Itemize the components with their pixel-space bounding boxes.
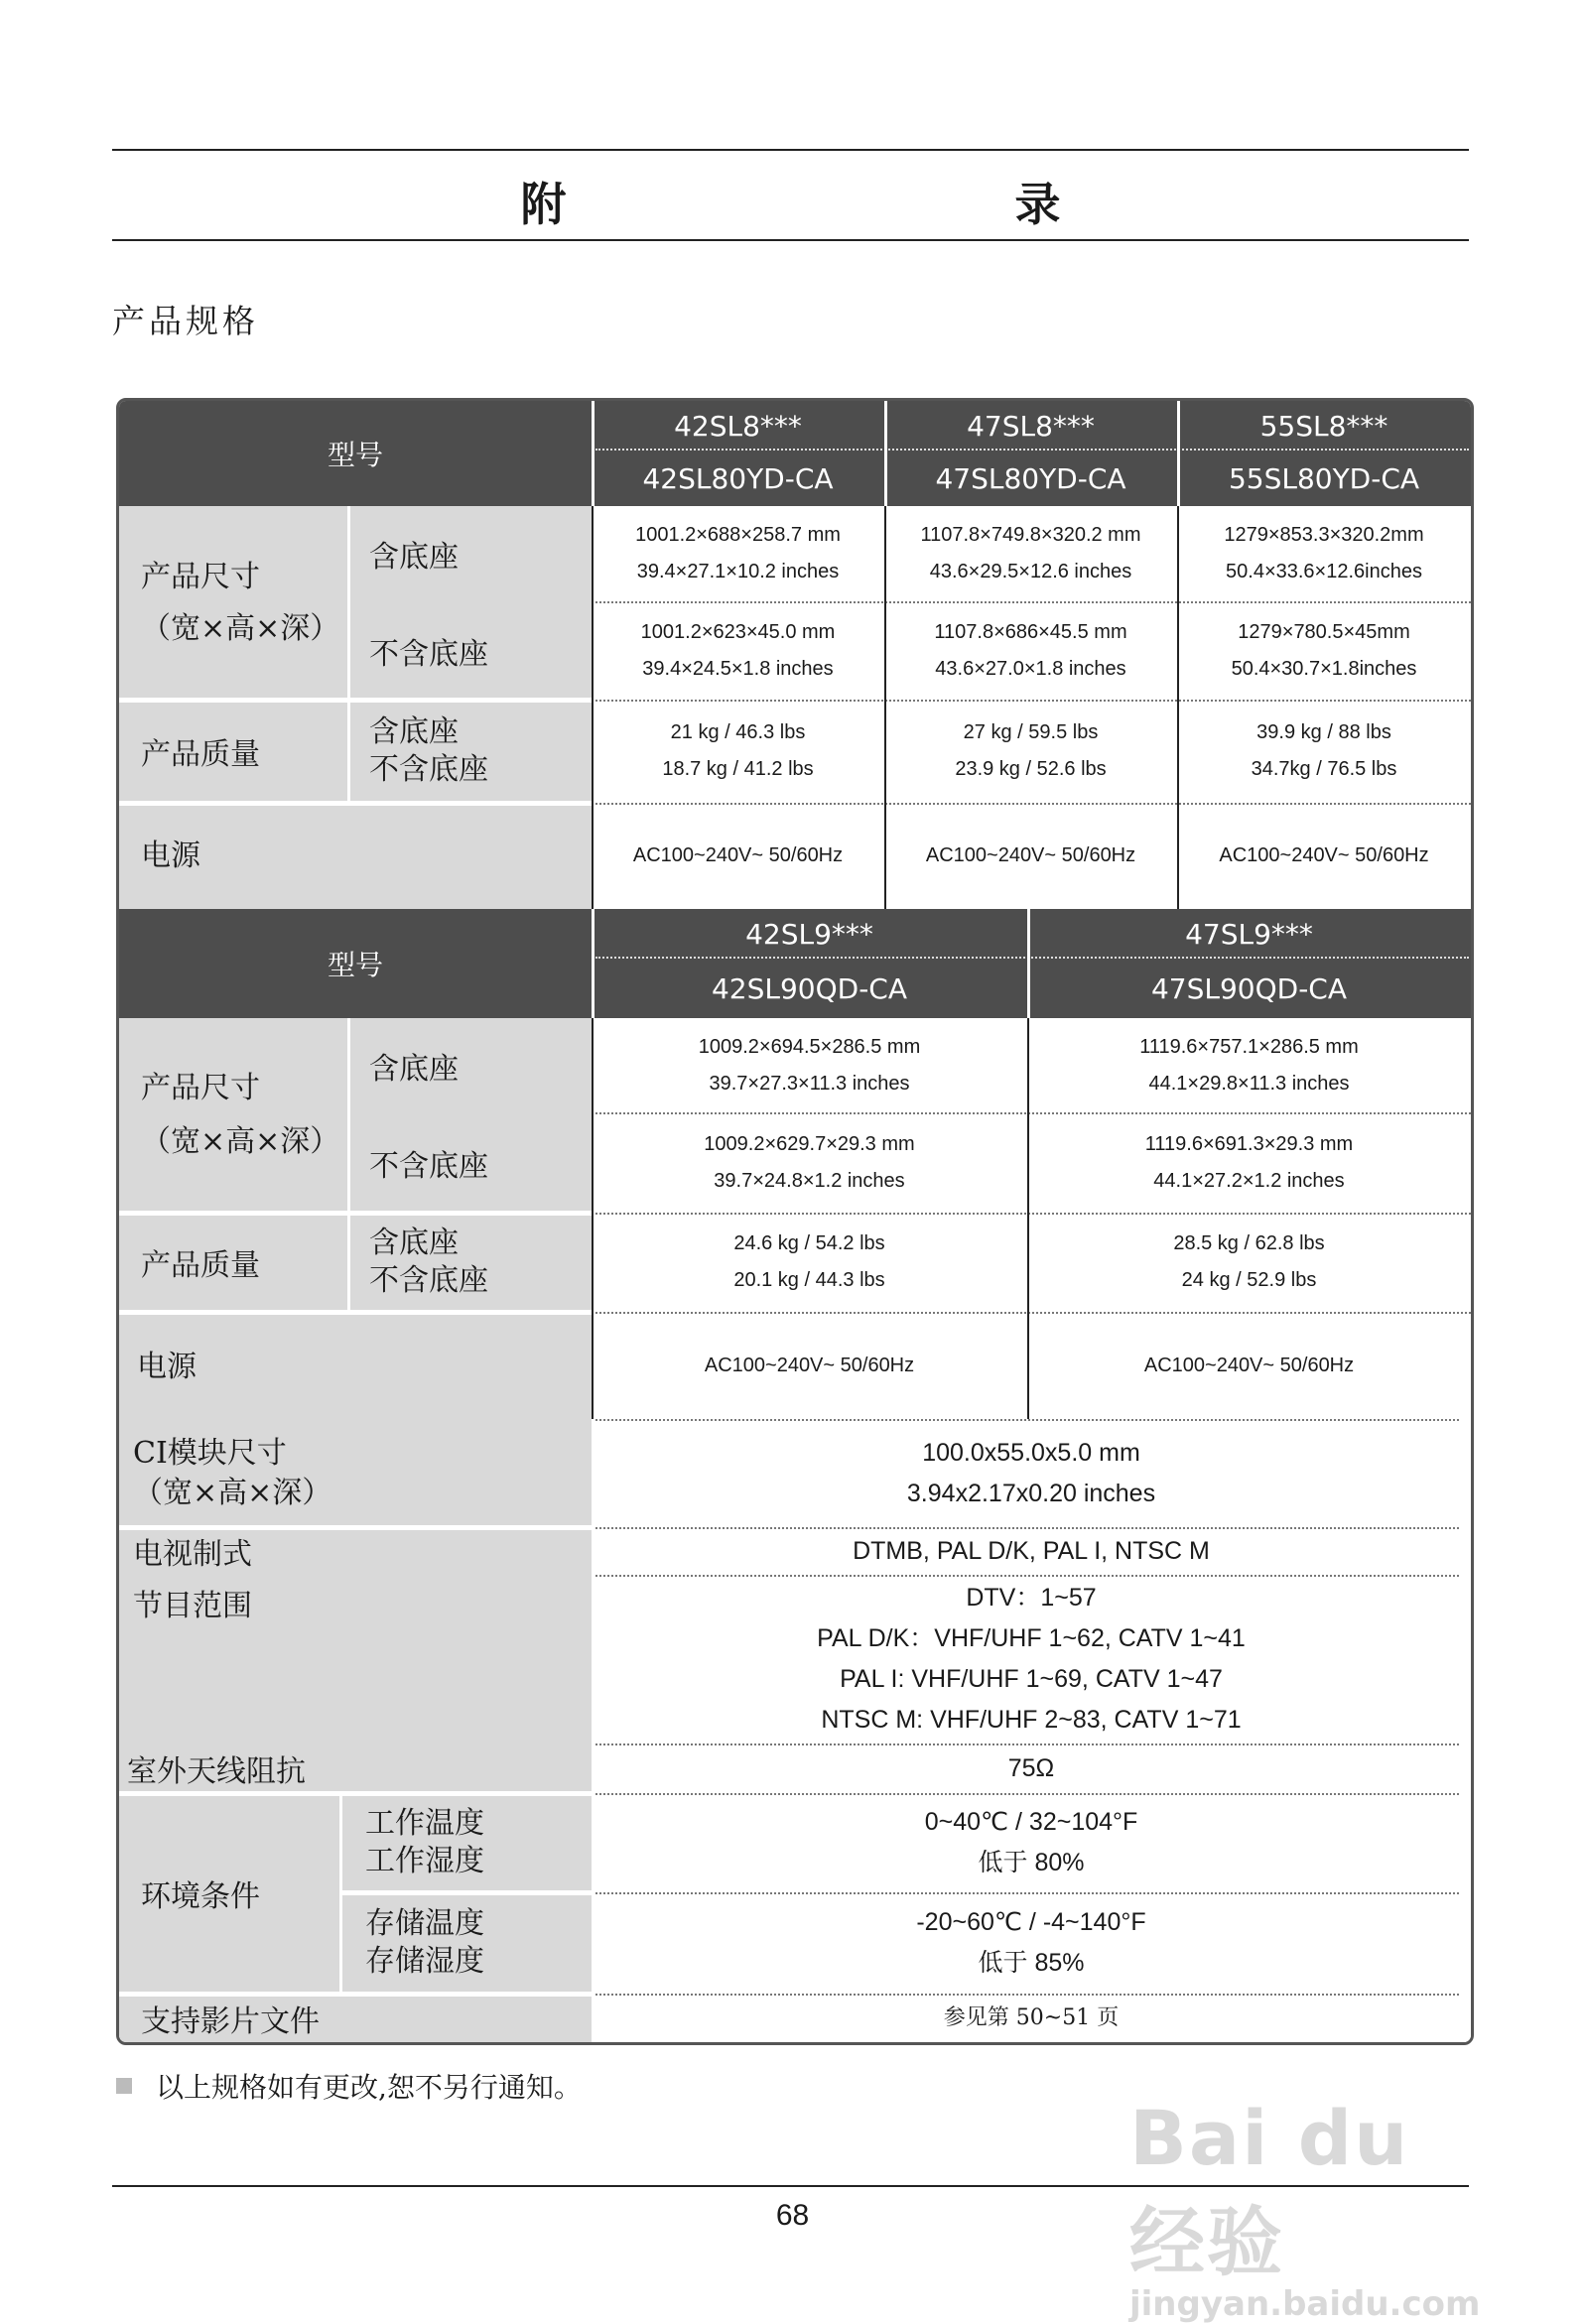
table2-power-label-text: 电源 bbox=[137, 1350, 197, 1384]
table1-size-with-1 bbox=[592, 506, 884, 601]
table1-size-label bbox=[119, 506, 347, 700]
table1-weight-2 bbox=[884, 700, 1177, 803]
tv-system-label: 电视制式 bbox=[119, 1527, 592, 1575]
value-line: 44.1×29.8×11.3 inches bbox=[1148, 1072, 1350, 1095]
table2-series-1: 42SL9*** bbox=[592, 909, 1027, 959]
value-line: 3.94x2.17x0.20 inches bbox=[906, 1479, 1156, 1507]
top-rule bbox=[112, 149, 1469, 151]
table2-row-divider bbox=[592, 1112, 1471, 1114]
storage-labels bbox=[339, 1892, 592, 1994]
table2-weight-sublabels bbox=[347, 1213, 592, 1312]
common-label-sep bbox=[119, 1992, 592, 1997]
value-line: 1107.8×749.8×320.2 mm bbox=[920, 524, 1141, 546]
value-line: 低于 80% bbox=[978, 1849, 1085, 1876]
table2-power-label bbox=[119, 1312, 592, 1419]
value-line: 24.6 kg / 54.2 lbs bbox=[733, 1232, 885, 1254]
table2-row-divider bbox=[592, 1213, 1471, 1215]
value-line: 23.9 kg / 52.6 lbs bbox=[955, 758, 1107, 780]
table1-power-2: AC100~240V~ 50/60Hz bbox=[884, 803, 1177, 909]
table1-with-stand-label: 含底座 bbox=[347, 506, 592, 601]
channel-range-label-text: 节目范围 bbox=[133, 1589, 252, 1623]
environment-label: 环境条件 bbox=[119, 1793, 339, 1994]
table1-header-vline-2 bbox=[884, 401, 887, 506]
value-line: 1009.2×629.7×29.3 mm bbox=[704, 1132, 915, 1155]
table1-row-divider bbox=[592, 803, 1471, 805]
value-line: 1119.6×691.3×29.3 mm bbox=[1144, 1132, 1354, 1155]
table2-without-stand-label: 不含底座 bbox=[347, 1112, 592, 1213]
table2-vline bbox=[1027, 1018, 1029, 1419]
common-label-sep bbox=[119, 1525, 592, 1530]
table1-power-label bbox=[119, 803, 592, 909]
value-line: 1001.2×623×45.0 mm bbox=[640, 620, 836, 643]
work-humidity-label: 工作湿度 bbox=[365, 1844, 484, 1878]
table2-power-1: AC100~240V~ 50/60Hz bbox=[592, 1312, 1027, 1419]
bullet-square-icon bbox=[116, 2078, 132, 2094]
table2-model-2: 47SL90QD-CA bbox=[1027, 959, 1471, 1018]
value-line: 1279×780.5×45mm bbox=[1238, 620, 1410, 643]
table1-label-sep-1 bbox=[119, 698, 592, 703]
title-rule bbox=[112, 239, 1469, 241]
value-line: 18.7 kg / 41.2 lbs bbox=[662, 758, 814, 780]
media-value: 参见第 50~51 页 bbox=[592, 1994, 1471, 2042]
channel-range-label bbox=[119, 1575, 592, 1743]
table1-model-2: 47SL80YD-CA bbox=[884, 451, 1177, 506]
table1-row-divider bbox=[592, 601, 1471, 603]
value-line: 43.6×29.5×12.6 inches bbox=[929, 561, 1132, 582]
common-row-divider bbox=[595, 1743, 1459, 1745]
table1-model-3: 55SL80YD-CA bbox=[1177, 451, 1471, 506]
storage-value bbox=[592, 1892, 1471, 1994]
value-line: 50.4×30.7×1.8inches bbox=[1231, 657, 1417, 680]
operating-value bbox=[592, 1793, 1471, 1892]
value-line: DTV：1~57 bbox=[966, 1584, 1097, 1612]
value-line: 27 kg / 59.5 lbs bbox=[963, 721, 1099, 743]
table2-size-label-line2: （宽×高×深） bbox=[141, 1124, 340, 1159]
table1-vline bbox=[1177, 506, 1179, 909]
value-line: 1001.2×688×258.7 mm bbox=[635, 524, 841, 546]
table2-weight-without-stand: 不含底座 bbox=[369, 1263, 488, 1298]
value-line: 0~40℃ / 32~104°F bbox=[924, 1808, 1138, 1836]
footnote bbox=[116, 2066, 582, 2106]
table1-weight-1 bbox=[592, 700, 884, 803]
value-line: -20~60℃ / -4~140°F bbox=[916, 1908, 1146, 1936]
common-row-divider bbox=[595, 1994, 1459, 1996]
value-line: 50.4×33.6×12.6inches bbox=[1226, 561, 1422, 582]
watermark-logo: Bai du 经验 bbox=[1129, 2094, 1410, 2286]
table1-weight-sublabels bbox=[347, 700, 592, 803]
tv-system-value: DTMB, PAL D/K, PAL I, NTSC M bbox=[592, 1527, 1471, 1575]
value-line: 1119.6×757.1×286.5 mm bbox=[1139, 1035, 1359, 1058]
table1-label-vline bbox=[347, 506, 350, 803]
ci-value bbox=[592, 1419, 1471, 1527]
value-line: 39.7×27.3×11.3 inches bbox=[709, 1072, 910, 1095]
page-title: 附 录 bbox=[520, 178, 1180, 231]
table2-size-with-2 bbox=[1027, 1018, 1471, 1112]
store-humidity-label: 存储湿度 bbox=[365, 1944, 484, 1979]
value-line: 39.7×24.8×1.2 inches bbox=[714, 1169, 905, 1192]
table1-power-label-text: 电源 bbox=[141, 839, 200, 873]
table2-weight-2 bbox=[1027, 1213, 1471, 1312]
table2-size-with-1 bbox=[592, 1018, 1027, 1112]
spec-table bbox=[116, 398, 1474, 2045]
value-line: 21 kg / 46.3 lbs bbox=[670, 721, 806, 743]
table2-label-sep-2 bbox=[119, 1310, 592, 1315]
value-line: 1107.8×686×45.5 mm bbox=[934, 620, 1127, 643]
table2-vline bbox=[592, 1018, 594, 1419]
table1-vline bbox=[592, 506, 594, 909]
table2-header-vline-1 bbox=[592, 909, 594, 1018]
ci-label-line1: CI模块尺寸 bbox=[133, 1435, 287, 1471]
common-row-divider bbox=[595, 1419, 1459, 1421]
value-line: 34.7kg / 76.5 lbs bbox=[1251, 758, 1397, 780]
media-label: 支持影片文件 bbox=[119, 1994, 592, 2042]
work-temp-label: 工作温度 bbox=[365, 1806, 484, 1841]
table1-label-sep-2 bbox=[119, 801, 592, 806]
table2-model-1: 42SL90QD-CA bbox=[592, 959, 1027, 1018]
antenna-value: 75Ω bbox=[592, 1743, 1471, 1793]
common-row-divider bbox=[595, 1793, 1459, 1795]
value-line: 1009.2×694.5×286.5 mm bbox=[698, 1035, 921, 1058]
table1-size-without-1 bbox=[592, 601, 884, 700]
table1-weight-with-stand: 含底座 bbox=[369, 714, 459, 749]
value-line: 100.0x55.0x5.0 mm bbox=[922, 1438, 1140, 1467]
value-line: NTSC M: VHF/UHF 2~83, CATV 1~71 bbox=[821, 1706, 1242, 1734]
table2-size-without-1 bbox=[592, 1112, 1027, 1213]
table2-header-divider bbox=[595, 957, 1469, 959]
table2-header-vline-2 bbox=[1027, 909, 1030, 1018]
value-line: 低于 85% bbox=[978, 1949, 1085, 1977]
section-title: 产品规格 bbox=[112, 302, 259, 340]
environment-vline bbox=[339, 1793, 342, 1994]
table1-size-without-2 bbox=[884, 601, 1177, 700]
watermark bbox=[1129, 2094, 1507, 2324]
store-temp-label: 存储温度 bbox=[365, 1906, 484, 1941]
table2-weight-label: 产品质量 bbox=[119, 1213, 347, 1312]
table1-series-1: 42SL8*** bbox=[592, 401, 884, 451]
table2-with-stand-label: 含底座 bbox=[347, 1018, 592, 1112]
table1-power-3: AC100~240V~ 50/60Hz bbox=[1177, 803, 1471, 909]
table1-model-1: 42SL80YD-CA bbox=[592, 451, 884, 506]
common-row-divider bbox=[595, 1575, 1459, 1577]
table2-label-sep-1 bbox=[119, 1211, 592, 1216]
table2-label-vline bbox=[347, 1018, 350, 1312]
table1-row-divider bbox=[592, 700, 1471, 702]
table1-header-vline-3 bbox=[1177, 401, 1180, 506]
common-row-divider bbox=[595, 1892, 1459, 1894]
table2-size-label bbox=[119, 1018, 347, 1213]
value-line: 20.1 kg / 44.3 lbs bbox=[733, 1269, 885, 1291]
value-line: 28.5 kg / 62.8 lbs bbox=[1173, 1232, 1325, 1254]
footnote-text: 以上规格如有更改,恕不另行通知。 bbox=[156, 2071, 582, 2104]
table1-size-with-2 bbox=[884, 506, 1177, 601]
value-line: 24 kg / 52.9 lbs bbox=[1181, 1269, 1317, 1291]
table2-series-2: 47SL9*** bbox=[1027, 909, 1471, 959]
table1-header-vline-1 bbox=[592, 401, 594, 506]
value-line: 44.1×27.2×1.2 inches bbox=[1153, 1169, 1345, 1192]
table1-weight-label: 产品质量 bbox=[119, 700, 347, 803]
value-line: 39.4×24.5×1.8 inches bbox=[642, 657, 834, 680]
table2-model-label: 型号 bbox=[119, 909, 592, 1018]
table1-header-divider bbox=[595, 449, 1469, 451]
table1-size-without-3 bbox=[1177, 601, 1471, 700]
value-line: 1279×853.3×320.2mm bbox=[1224, 524, 1424, 546]
antenna-label: 室外天线阻抗 bbox=[119, 1743, 592, 1793]
value-line: 43.6×27.0×1.8 inches bbox=[935, 657, 1126, 680]
ci-label bbox=[119, 1419, 592, 1527]
watermark-url: jingyan.baidu.com bbox=[1129, 2284, 1481, 2324]
value-line: 39.4×27.1×10.2 inches bbox=[636, 561, 840, 582]
table1-size-label-line1: 产品尺寸 bbox=[141, 559, 260, 594]
common-row-divider bbox=[595, 1527, 1459, 1529]
operating-labels bbox=[339, 1793, 592, 1892]
table2-size-without-2 bbox=[1027, 1112, 1471, 1213]
bottom-rule bbox=[112, 2185, 1469, 2187]
ci-label-line2: （宽×高×深） bbox=[133, 1475, 332, 1510]
table1-series-3: 55SL8*** bbox=[1177, 401, 1471, 451]
value-line: PAL D/K：VHF/UHF 1~62, CATV 1~41 bbox=[817, 1624, 1246, 1652]
table2-weight-1 bbox=[592, 1213, 1027, 1312]
table2-power-2: AC100~240V~ 50/60Hz bbox=[1027, 1312, 1471, 1419]
table2-weight-with-stand: 含底座 bbox=[369, 1226, 459, 1260]
table2-row-divider bbox=[592, 1312, 1471, 1314]
table1-size-label-line2: （宽×高×深） bbox=[141, 610, 340, 646]
common-label-sep bbox=[119, 1791, 592, 1796]
table1-without-stand-label: 不含底座 bbox=[347, 601, 592, 700]
table1-model-label: 型号 bbox=[119, 401, 592, 506]
table1-weight-without-stand: 不含底座 bbox=[369, 752, 488, 787]
table1-vline bbox=[884, 506, 886, 909]
common-label-sep bbox=[339, 1890, 592, 1895]
page-number: 68 bbox=[775, 2199, 810, 2232]
table1-power-1: AC100~240V~ 50/60Hz bbox=[592, 803, 884, 909]
table1-size-with-3 bbox=[1177, 506, 1471, 601]
table1-weight-3 bbox=[1177, 700, 1471, 803]
table2-size-label-line1: 产品尺寸 bbox=[141, 1071, 260, 1105]
table1-series-2: 47SL8*** bbox=[884, 401, 1177, 451]
value-line: 39.9 kg / 88 lbs bbox=[1256, 721, 1391, 743]
value-line: PAL I: VHF/UHF 1~69, CATV 1~47 bbox=[840, 1665, 1223, 1693]
channel-range-value bbox=[592, 1575, 1471, 1743]
